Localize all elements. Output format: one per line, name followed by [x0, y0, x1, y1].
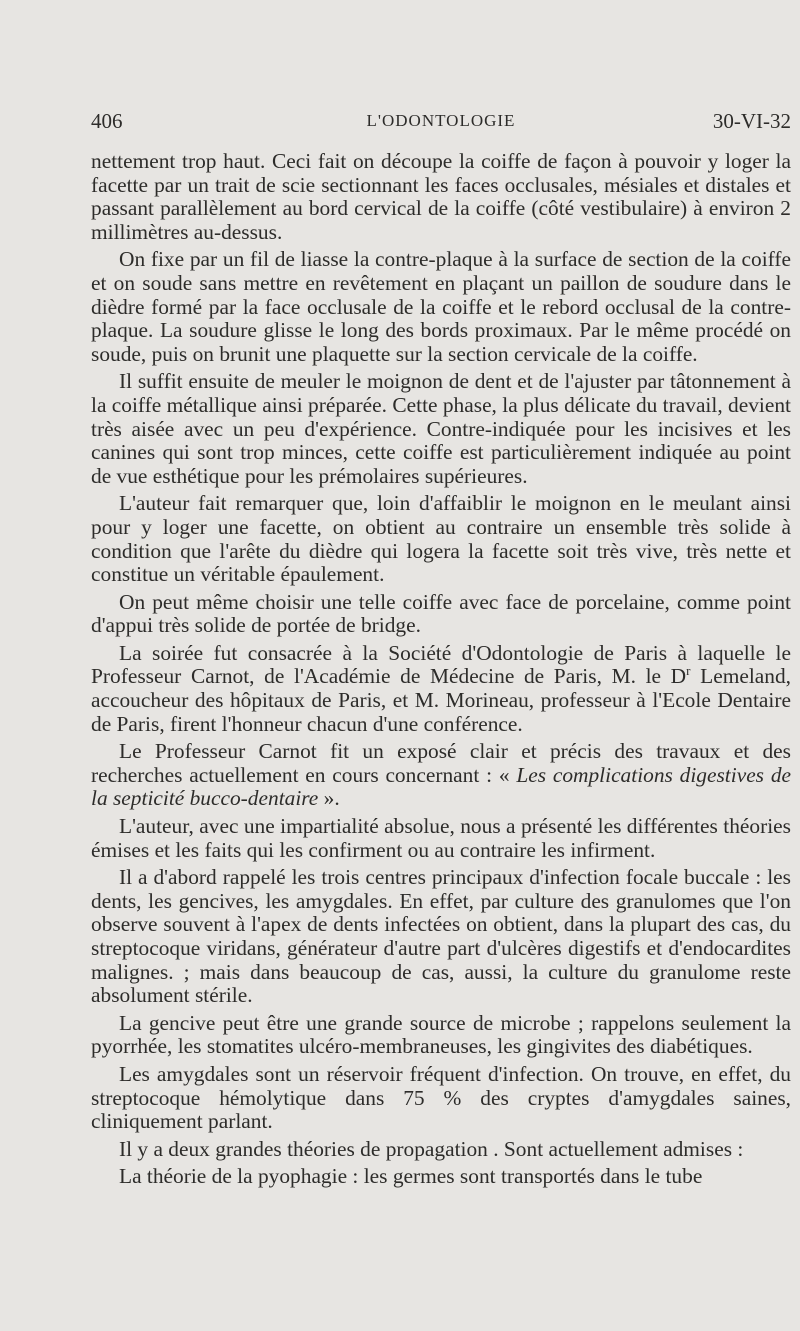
- paragraph: La théorie de la pyophagie : les germes sont transportés dans le tube: [119, 1164, 703, 1189]
- paragraph: L'auteur, avec une impartialité absolue, nous a présenté les différentes théories émises et les faits qui les confirment ou au contraire les infirment.: [91, 814, 791, 862]
- paragraph-text: La soirée fut consacrée à la Société d'Odontologie de Paris à laquelle le Professeur Carnot, de l'Académie de Médecine de Paris, M. le D: [91, 640, 791, 689]
- issue-date: 30-VI-32: [712, 109, 791, 133]
- paragraph: On peut même choisir une telle coiffe avec face de porcelaine, comme point d'appui très solide de portée de bridge.: [91, 589, 791, 638]
- paragraph: nettement trop haut. Ceci fait on découpe la coiffe de façon à pouvoir y loger la facette par un trait de scie sectionnant les faces occlusales, mésiales et distales et passant parallèlement au bord cervical de la coiffe (côté vestibulaire) à environ 2 millimètres au-dessus.: [91, 149, 791, 244]
- paragraph: Il suffit ensuite de meuler le moignon de dent et de l'ajuster par tâtonnement à la coiffe métallique ainsi préparée. Cette phase, la plus délicate du travail, devient très aisée avec un peu d'expérience. Contre-indiquée pour les incisives et les canines qui sont trop minces, cette coiffe est particulièrement indiquée au point de vue esthétique pour les prémolaires supérieures.: [91, 369, 791, 488]
- paragraph-text: Lemeland, accoucheur des hôpitaux de Paris, et M. Morineau, professeur à l'Ecole Dentaire de Paris, firent l'honneur chacun d'une conférence.: [91, 664, 792, 736]
- italic-title: Les complications digestives de la septicité bucco-dentaire: [91, 762, 792, 811]
- paragraph: On fixe par un fil de liasse la contre-plaque à la surface de section de la coiffe et on soude sans mettre en revêtement en plaçant un paillon de soudure dans le dièdre formé par la face occlusale de la coiffe et le rebord occlusal de la contre-plaque. La soudure glisse le long des bords proximaux. Par le même procédé on soude, puis on brunit une plaquette sur la section cervicale de la coiffe.: [91, 247, 791, 366]
- journal-title: L'ODONTOLOGIE: [366, 111, 516, 130]
- paragraph: Les amygdales sont un réservoir fréquent d'infection. On trouve, en effet, du streptocoque hémolytique dans 75 % des cryptes d'amygdales saines, cliniquement parlant.: [91, 1061, 791, 1134]
- paragraph: [91, 642, 791, 736]
- article-body: [91, 150, 791, 1193]
- paragraph: Il a d'abord rappelé les trois centres principaux d'infection focale buccale : les dents, les gencives, les amygdales. En effet, par culture des granulomes que l'on observe souvent à l'apex de dents infectées on obtient, dans la plupart des cas, du streptocoque viridans, générateur d'autre part d'ulcères digestifs et d'endocardites malignes. ; mais dans beaucoup de cas, aussi, la culture du granulome reste absolument stérile.: [91, 865, 791, 1008]
- page-number: 406: [91, 109, 123, 133]
- paragraph: La gencive peut être une grande source de microbe ; rappelons seulement la pyorrhée, les stomatites ulcéro-membraneuses, les gingivites des diabétiques.: [91, 1010, 791, 1059]
- superscript: r: [686, 663, 691, 679]
- running-header: [91, 104, 791, 138]
- paragraph: [91, 740, 791, 811]
- paragraph-text: ».: [318, 786, 340, 811]
- paragraph-text: Le Professeur Carnot fit un exposé clair et précis des travaux et des recherches actuellement en cours concernant : «: [91, 739, 791, 787]
- paragraph: Il y a deux grandes théories de propagation . Sont actuellement admises :: [119, 1136, 744, 1161]
- paragraph: L'auteur fait remarquer que, loin d'affaiblir le moignon en le meulant ainsi pour y loger une facette, on obtient au contraire un ensemble très solide à condition que l'arête du dièdre qui logera la facette soit très vive, très nette et constitue un véritable épaulement.: [91, 491, 791, 587]
